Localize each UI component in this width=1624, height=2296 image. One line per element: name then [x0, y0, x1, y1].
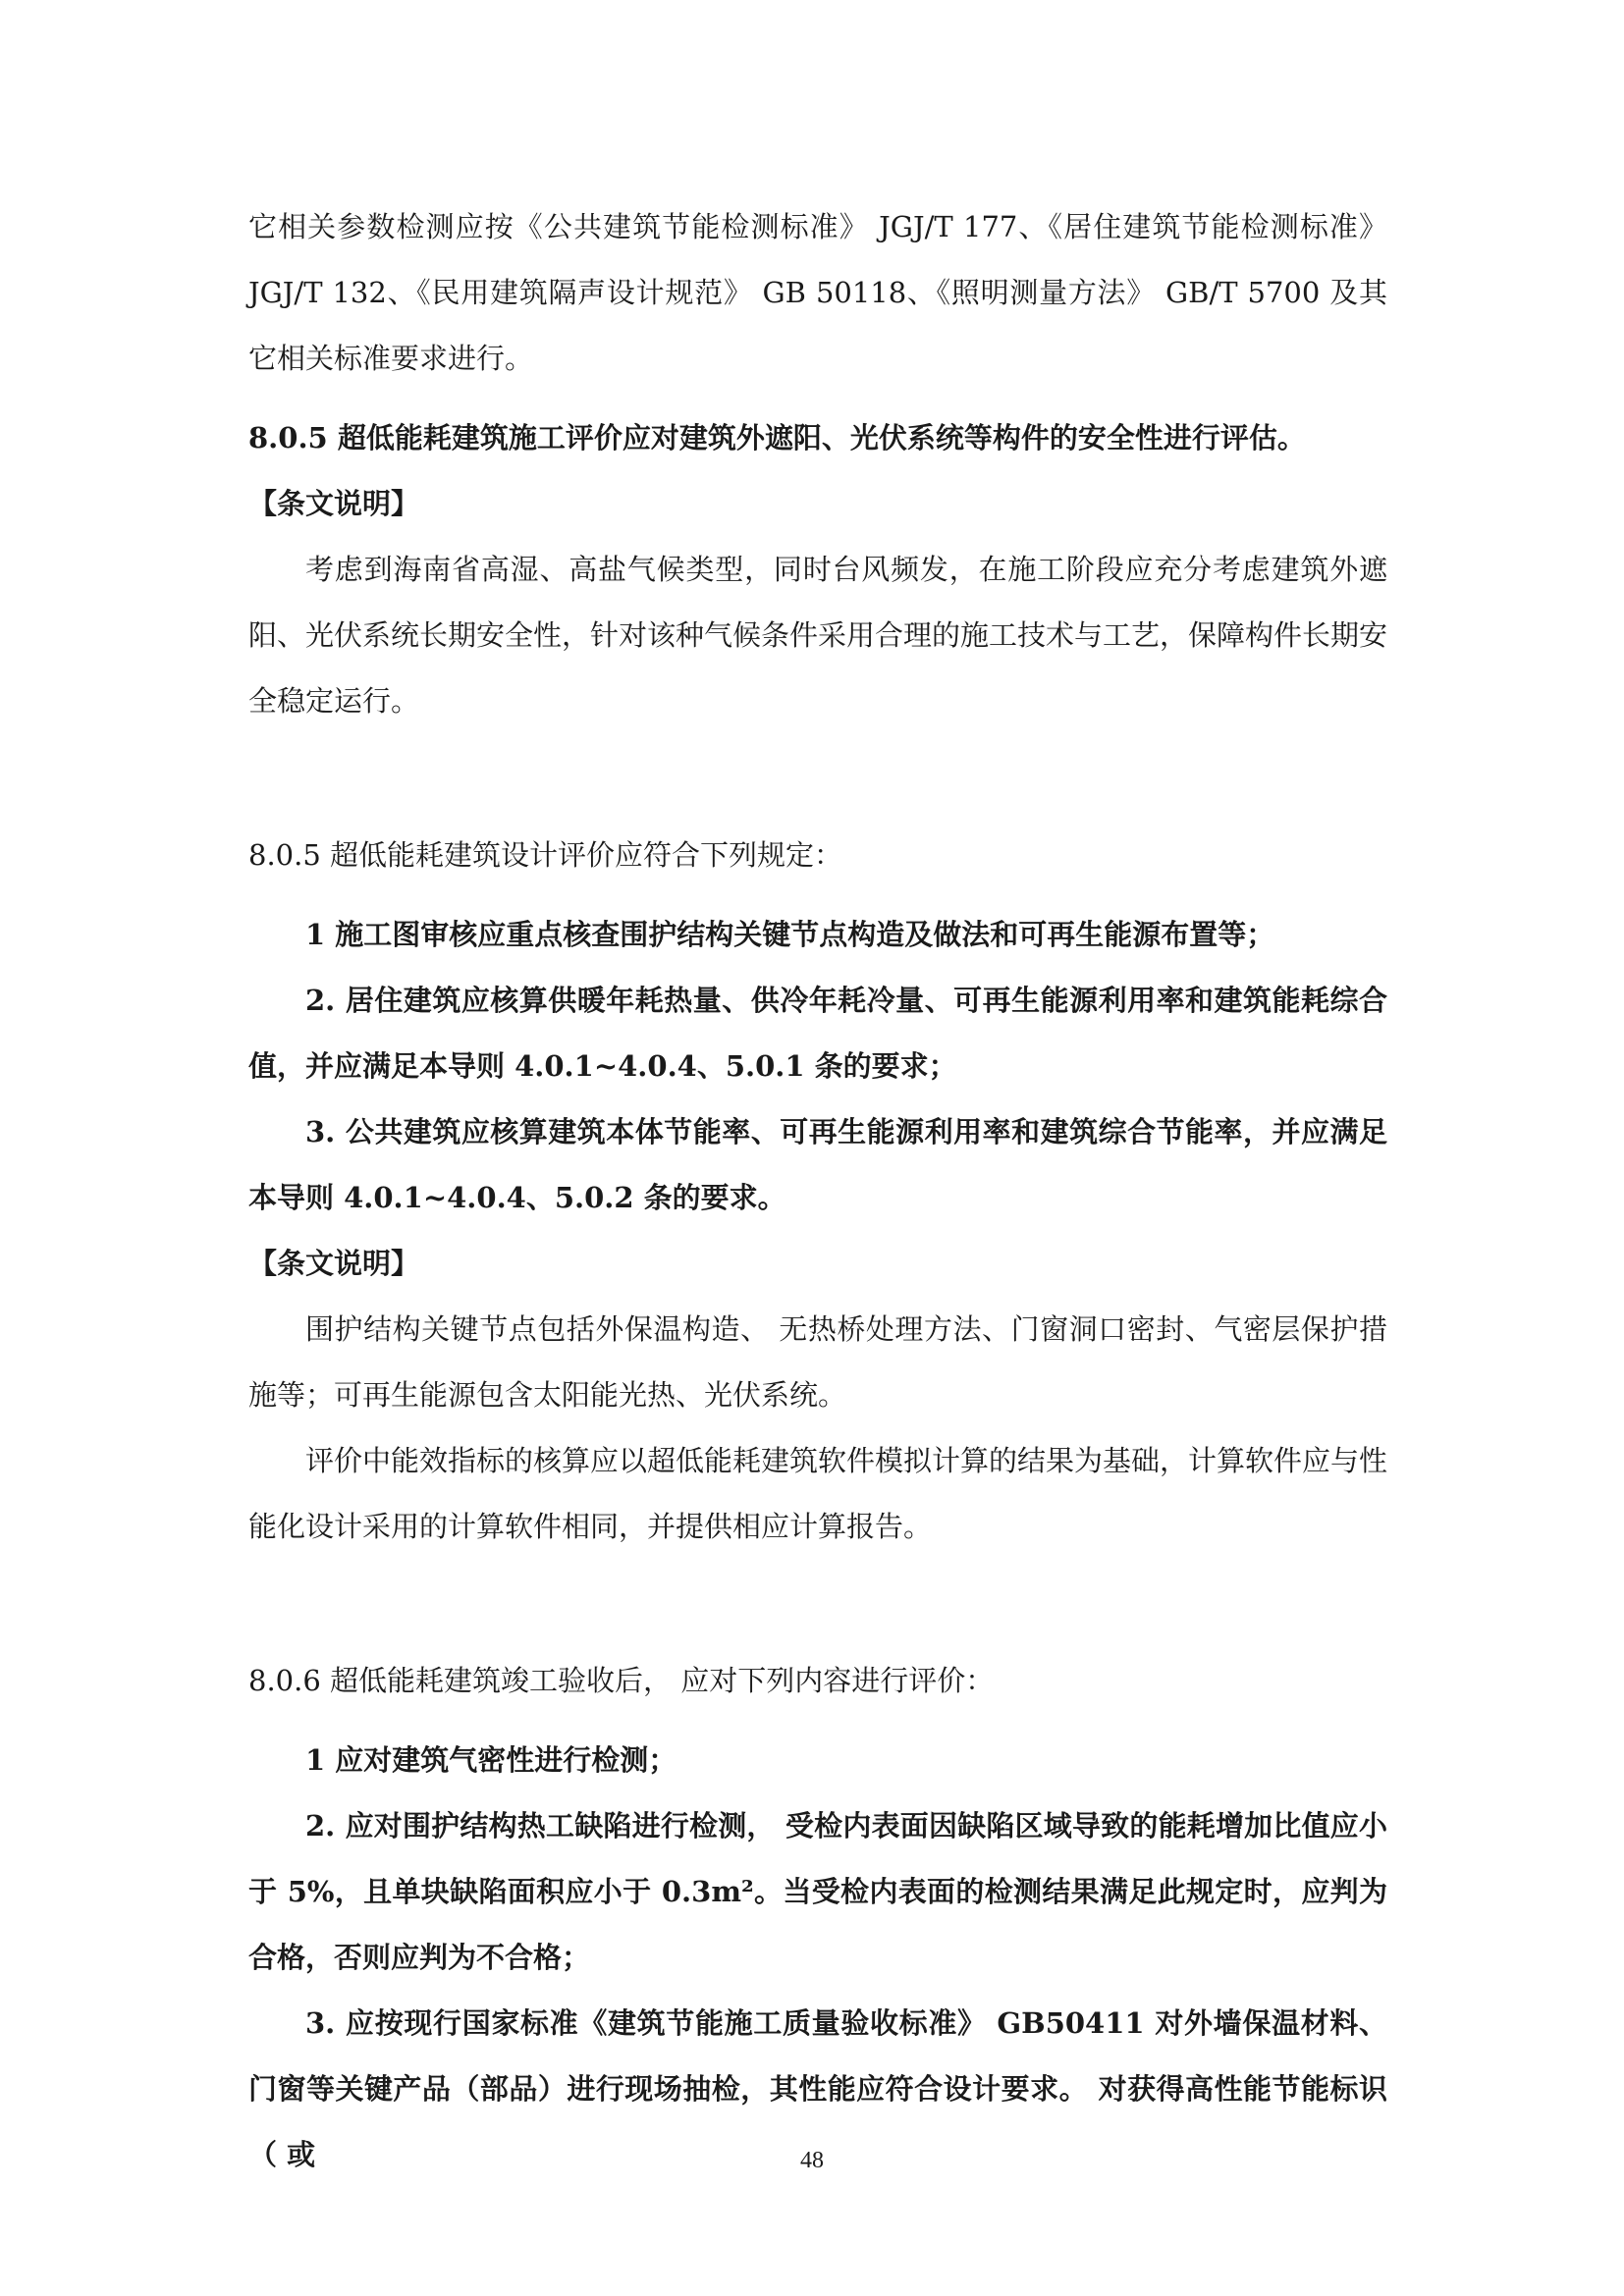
clause-explanation: 围护结构关键节点包括外保温构造、 无热桥处理方法、门窗洞口密封、气密层保护措施等；可再生能源包含太阳能光热、光伏系统。 [248, 1312, 1387, 1412]
clause-explanation: 评价中能效指标的核算应以超低能耗建筑软件模拟计算的结果为基础，计算软件应与性能化设计采用的计算软件相同，并提供相应计算报告。 [248, 1444, 1388, 1543]
clause-8-0-6-heading: 8.0.6 超低能耗建筑竣工验收后， 应对下列内容进行评价： [248, 1664, 995, 1697]
list-item: 1 应对建筑气密性进行检测； [305, 1743, 677, 1777]
clause-8-0-5-design-heading: 8.0.5 超低能耗建筑设计评价应符合下列规定： [248, 838, 843, 872]
page-body [248, 194, 1387, 2188]
list-item: 2. 居住建筑应核算供暖年耗热量、供冷年耗冷量、可再生能源利用率和建筑能耗综合值，并应满足本导则 4.0.1~4.0.4、5.0.1 条的要求； [248, 984, 1387, 1083]
list-item: 3. 公共建筑应核算建筑本体节能率、可再生能源利用率和建筑综合节能率，并应满足本导则 4.0.1~4.0.4、5.0.2 条的要求。 [248, 1115, 1387, 1214]
clause-note-label: 【条文说明】 [248, 487, 420, 520]
clause-8-0-5-construction-heading: 8.0.5 超低能耗建筑施工评价应对建筑外遮阳、光伏系统等构件的安全性进行评估。 [248, 421, 1306, 454]
list-item: 3. 应按现行国家标准《建筑节能施工质量验收标准》 GB50411 对外墙保温材料、门窗等关键产品（部品）进行现场抽检，其性能应符合设计要求。 对获得高性能节能标识（ 或 [248, 2006, 1387, 2171]
clause-note-label: 【条文说明】 [248, 1247, 420, 1280]
list-item: 1 施工图审核应重点核查围护结构关键节点构造及做法和可再生能源布置等； [305, 918, 1275, 951]
page-number: 48 [800, 2148, 824, 2173]
clause-explanation: 考虑到海南省高湿、高盐气候类型，同时台风频发，在施工阶段应充分考虑建筑外遮阳、光伏系统长期安全性，针对该种气候条件采用合理的施工技术与工艺，保障构件长期安全稳定运行。 [248, 553, 1388, 718]
list-item: 2. 应对围护结构热工缺陷进行检测， 受检内表面因缺陷区域导致的能耗增加比值应小于 5%，且单块缺陷面积应小于 0.3m²。当受检内表面的检测结果满足此规定时，应判为合格，否则应判为不合格； [248, 1809, 1387, 1974]
continuation-paragraph: 它相关参数检测应按《公共建筑节能检测标准》 JGJ/T 177、《居住建筑节能检测标准》 JGJ/T 132、《民用建筑隔声设计规范》 GB 50118、《照明测量方法》 GB/T 5700 及其它相关标准要求进行。 [248, 210, 1387, 375]
